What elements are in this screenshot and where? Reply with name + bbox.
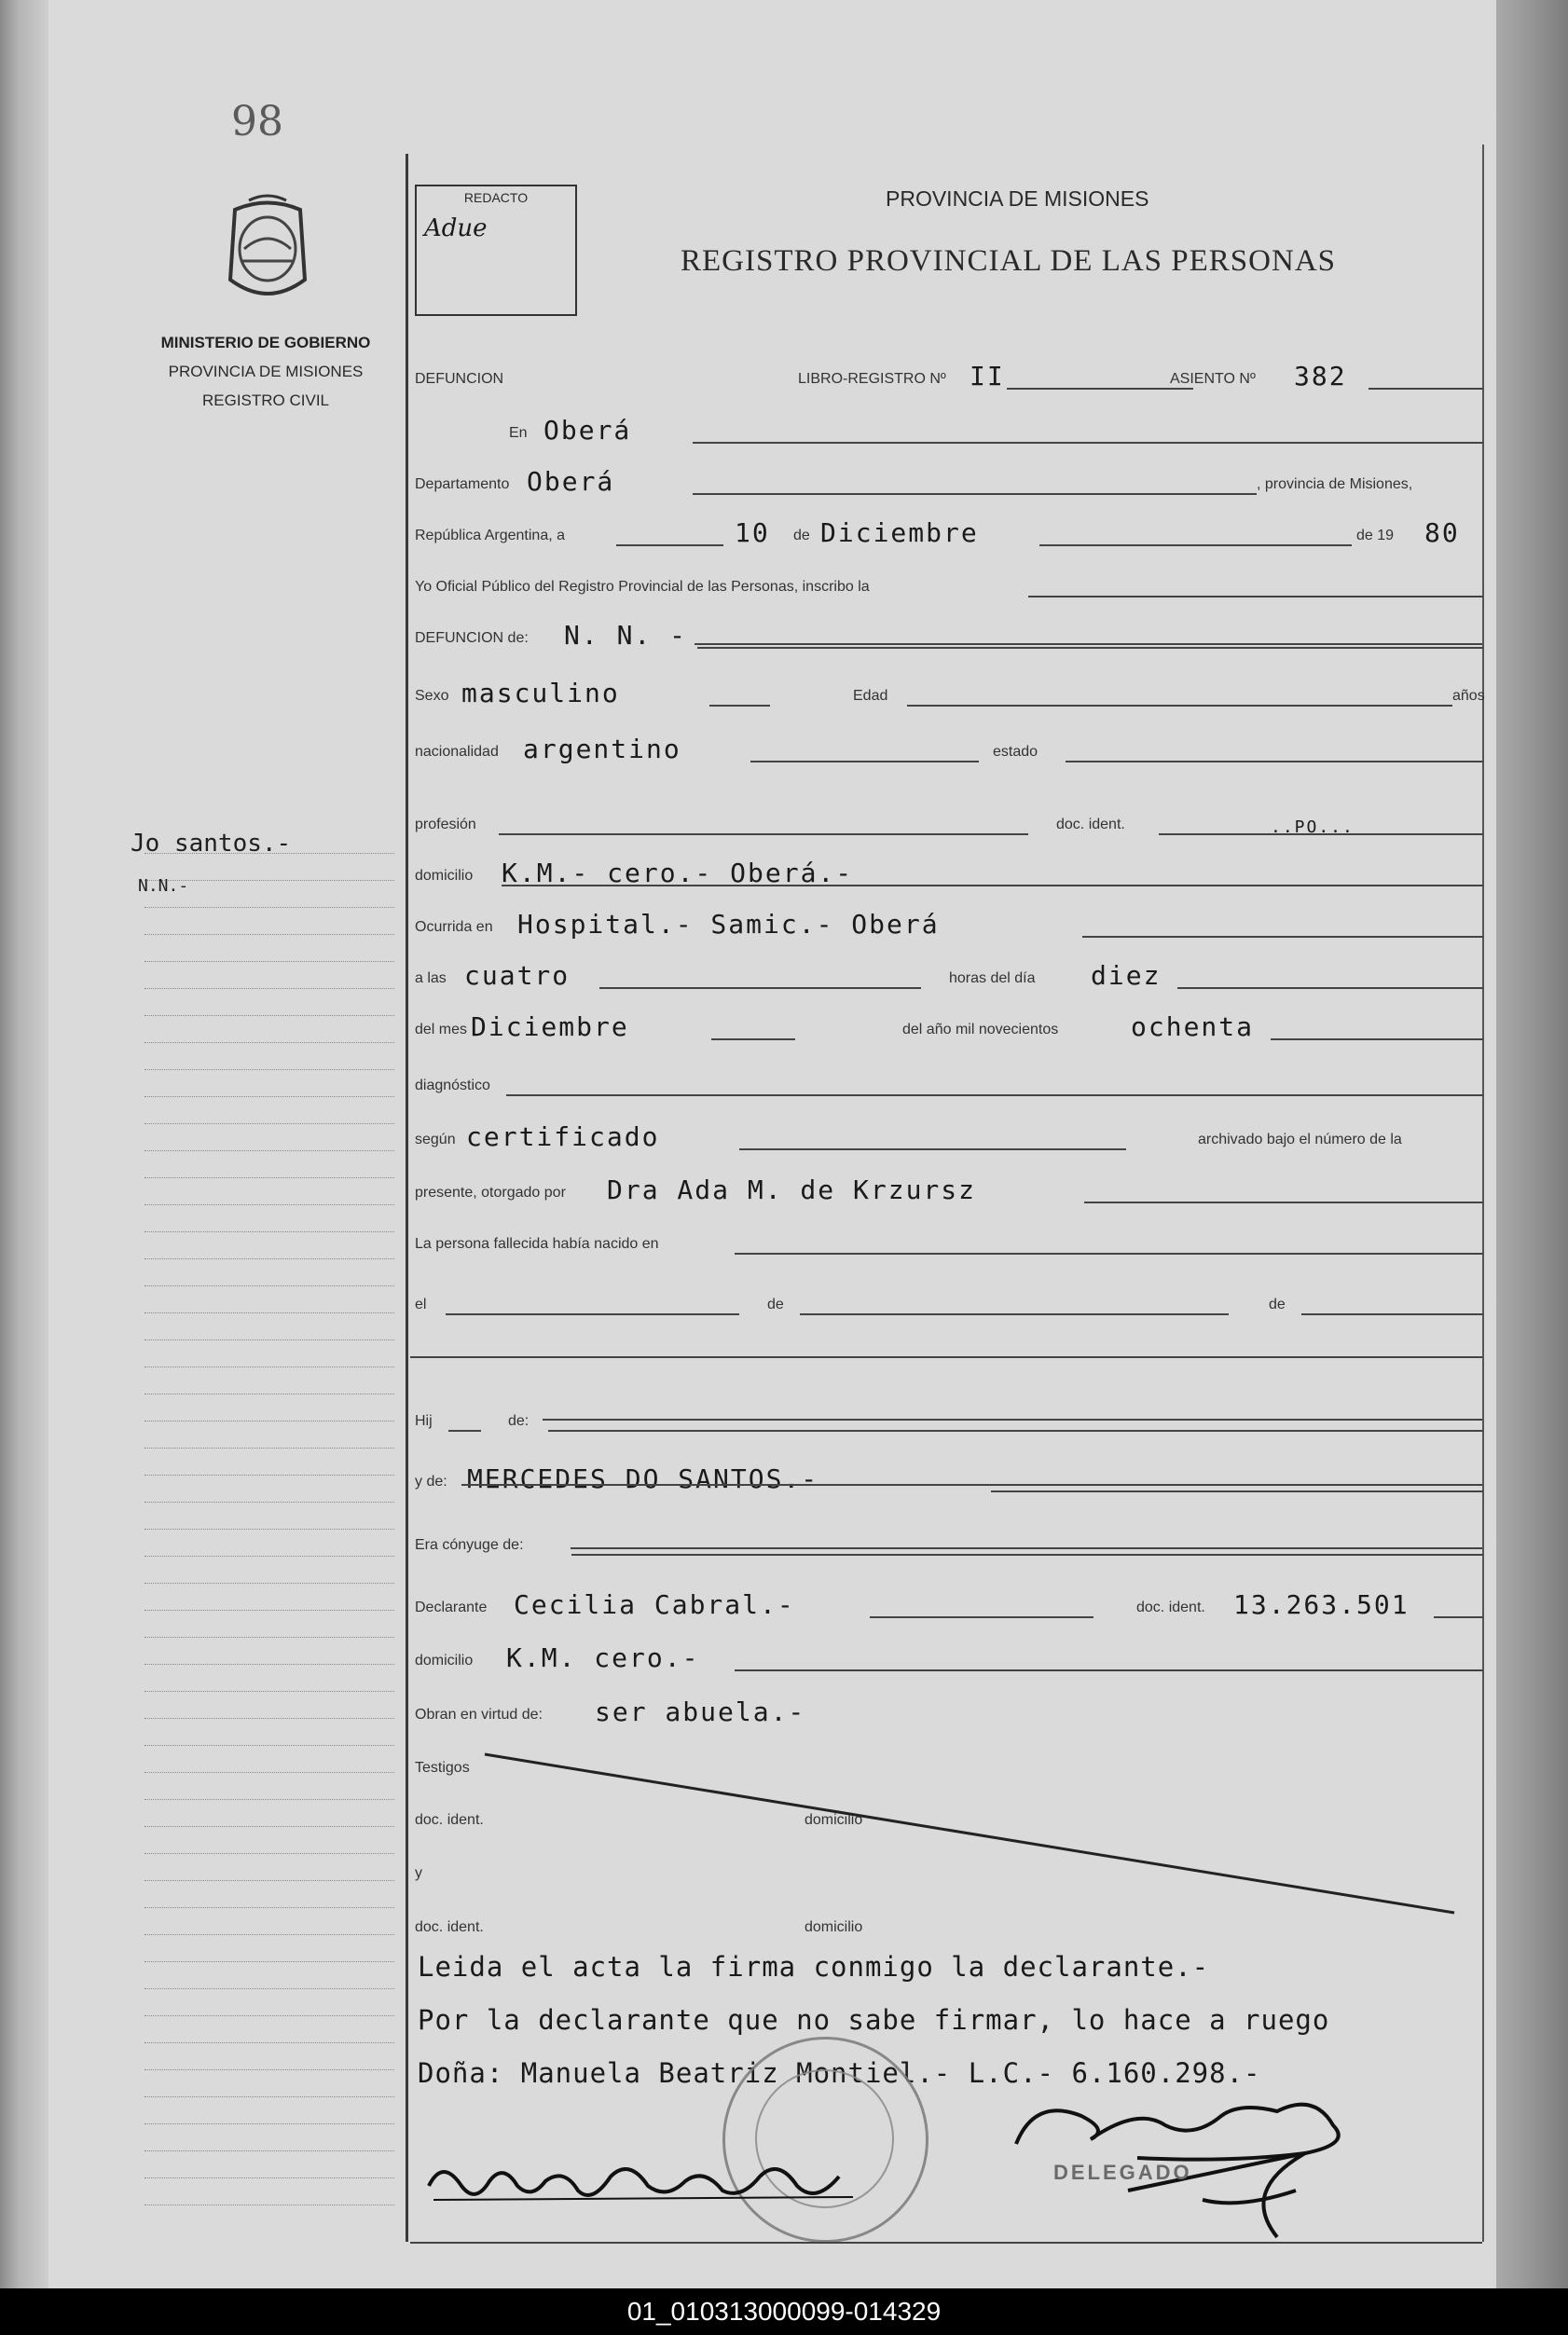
margin-ruled-line (144, 1339, 394, 1340)
label-defuncion-de: DEFUNCION de: (415, 630, 529, 646)
label-hij: Hij (415, 1413, 433, 1429)
label-declarante-doc: doc. ident. (1136, 1600, 1205, 1615)
row-diagnostico (413, 1063, 1483, 1100)
label-departamento: Departamento (415, 476, 510, 492)
margin-ruled-line (144, 1664, 394, 1665)
row-departamento (413, 461, 1483, 499)
closing-line-2: Por la declarante que no sabe firmar, lo hace a ruego (418, 2004, 1330, 2036)
label-nacido: La persona fallecida había nacido en (415, 1236, 659, 1252)
value-obran: ser abuela.- (595, 1696, 806, 1727)
label-testigo1-doc: doc. ident. (415, 1812, 484, 1828)
row-fecha (413, 513, 1483, 550)
redacto-stamp (415, 185, 577, 316)
margin-ruled-line (144, 2123, 394, 2124)
margin-ruled-line (144, 2042, 394, 2043)
margin-ruled-line (144, 1448, 394, 1449)
margin-ruled-line (144, 1961, 394, 1962)
margin-ruled-line (144, 1204, 394, 1205)
margin-ruled-line (144, 1610, 394, 1611)
left-signature (424, 2149, 862, 2214)
margin-ruled-line (144, 988, 394, 989)
margin-ruled-line (144, 907, 394, 908)
book-binding (0, 0, 48, 2288)
margin-ruled-line (144, 1637, 394, 1638)
closing-line-3: Doña: Manuela Beatriz Montiel.- L.C.- 6.160.298.- (418, 2057, 1261, 2089)
margin-ruled-line (144, 1826, 394, 1827)
margin-note-nn: N.N.- (138, 876, 189, 896)
label-de-nac2: de (1269, 1297, 1286, 1312)
label-el: el (415, 1297, 427, 1312)
label-de-mes: de (793, 528, 810, 543)
redacto-title: REDACTO (463, 190, 529, 205)
value-libro: II (970, 361, 1005, 391)
label-diagnostico: diagnóstico (415, 1078, 490, 1093)
row-libro (413, 356, 1483, 393)
row-sexo (413, 673, 1483, 710)
label-domicilio: domicilio (415, 868, 474, 884)
label-horas-dia: horas del día (949, 970, 1036, 986)
row-defuncion-de (413, 615, 1483, 652)
margin-ruled-line (144, 1042, 394, 1043)
label-asiento: ASIENTO Nº (1170, 371, 1256, 387)
label-archivado: archivado bajo el número de la (1198, 1132, 1402, 1147)
row-domicilio (413, 853, 1483, 890)
margin-divider (406, 154, 408, 2242)
row-nacionalidad (413, 729, 1483, 766)
registry-heading: REGISTRO PROVINCIAL DE LAS PERSONAS (681, 244, 1337, 278)
margin-ruled-line (144, 1285, 394, 1286)
margin-ruled-line (144, 1691, 394, 1692)
label-anos: años (1452, 688, 1485, 704)
row-nacido-fecha (413, 1282, 1483, 1319)
value-en: Oberá (543, 415, 632, 446)
province-heading: PROVINCIA DE MISIONES (886, 186, 1149, 211)
value-departamento: Oberá (527, 466, 615, 497)
margin-ruled-line (144, 1150, 394, 1151)
row-nacido (413, 1221, 1483, 1258)
ministry-province: PROVINCIA DE MISIONES (168, 363, 364, 380)
label-presente: presente, otorgado por (415, 1185, 566, 1201)
margin-ruled-line (144, 1799, 394, 1800)
margin-ruled-line (144, 1475, 394, 1476)
margin-ruled-line (144, 1015, 394, 1016)
label-y-de: y de: (415, 1474, 447, 1490)
label-segun: según (415, 1132, 456, 1147)
row-declarante (413, 1585, 1483, 1622)
value-declarante-domicilio: K.M. cero.- (506, 1642, 700, 1673)
label-republica: República Argentina, a (415, 528, 565, 543)
row-obran (413, 1692, 1483, 1729)
testigos-cancel-stroke (410, 1752, 1492, 1930)
margin-ruled-line (144, 2015, 394, 2016)
label-testigos: Testigos (415, 1760, 470, 1776)
row-hijo (413, 1398, 1483, 1435)
margin-ruled-line (144, 1988, 394, 1989)
ministry-registry: REGISTRO CIVIL (201, 391, 330, 409)
label-conyuge: Era cónyuge de: (415, 1537, 524, 1553)
value-mes-fecha: Diciembre (820, 517, 979, 548)
row-madre (413, 1459, 1483, 1496)
margin-ruled-line (144, 1502, 394, 1503)
label-doc-ident: doc. ident. (1056, 817, 1125, 832)
value-mes: Diciembre (471, 1011, 629, 1042)
label-a-las: a las (415, 970, 447, 986)
label-de-nac1: de (767, 1297, 784, 1312)
value-otorgado-por: Dra Ada M. de Krzursz (607, 1174, 977, 1205)
margin-ruled-line (144, 1583, 394, 1584)
value-defuncion-de: N. N. - (564, 620, 688, 651)
ministry-block (140, 328, 392, 415)
label-estado: estado (993, 744, 1038, 760)
row-declarante-domicilio (413, 1638, 1483, 1675)
margin-ruled-line (144, 2096, 394, 2097)
label-ocurrida: Ocurrida en (415, 919, 493, 935)
margin-ruled-line (144, 1258, 394, 1259)
value-dia: 10 (735, 517, 770, 548)
margin-ruled-line (144, 1529, 394, 1530)
margin-ruled-line (144, 2177, 394, 2178)
closing-line-1: Leida el acta la firma conmigo la declarante.- (418, 1951, 1210, 1983)
label-declarante: Declarante (415, 1600, 488, 1615)
label-defuncion: DEFUNCION (415, 371, 504, 387)
label-declarante-domicilio: domicilio (415, 1653, 474, 1669)
redacto-handwriting: Adue (424, 214, 488, 242)
value-declarante: Cecilia Cabral.- (514, 1589, 795, 1620)
label-nacionalidad: nacionalidad (415, 744, 499, 760)
value-madre: MERCEDES DO SANTOS.- (467, 1463, 819, 1494)
delegado-stamp-text: DELEGADO (1053, 2161, 1192, 2184)
value-hora: cuatro (464, 960, 571, 991)
margin-ruled-line (144, 1096, 394, 1097)
margin-ruled-line (144, 1421, 394, 1422)
label-libro: LIBRO-REGISTRO Nº (798, 371, 946, 387)
margin-ruled-line (144, 1772, 394, 1773)
coat-of-arms-icon (216, 191, 319, 312)
book-right-edge (1496, 0, 1568, 2288)
value-asiento: 382 (1294, 361, 1347, 391)
image-caption: 01_010313000099-014329 (0, 2288, 1568, 2335)
value-ocurrida: Hospital.- Samic.- Oberá (517, 909, 940, 940)
label-profesion: profesión (415, 817, 476, 832)
value-nacionalidad: argentino (523, 734, 681, 764)
label-sexo: Sexo (415, 688, 449, 704)
value-sexo: masculino (461, 678, 620, 708)
margin-ruled-line (144, 1177, 394, 1178)
label-edad: Edad (853, 688, 888, 704)
ministry-name: MINISTERIO DE GOBIERNO (160, 334, 371, 351)
margin-ruled-line (144, 2069, 394, 2070)
value-domicilio: K.M.- cero.- Oberá.- (502, 858, 854, 888)
label-testigo2-doc: doc. ident. (415, 1919, 484, 1935)
row-mes (413, 1007, 1483, 1044)
row-ocurrida (413, 904, 1483, 941)
margin-ruled-line (144, 1718, 394, 1719)
label-hij-de: de: (508, 1413, 530, 1429)
row-yo-oficial (413, 564, 1483, 601)
margin-note-name: Jo santos.- (131, 830, 292, 858)
label-testigo1-domicilio: domicilio (805, 1812, 863, 1828)
label-obran: Obran en virtud de: (415, 1707, 543, 1723)
row-segun (413, 1117, 1483, 1154)
margin-ruled-line (144, 2150, 394, 2151)
margin-ruled-line (144, 1231, 394, 1232)
row-en (413, 410, 1483, 447)
row-conyuge (413, 1522, 1483, 1559)
folio-number: 98 (231, 98, 283, 145)
label-en: En (509, 425, 528, 441)
row-hora (413, 955, 1483, 993)
margin-ruled-line (144, 1069, 394, 1070)
margin-ruled-line (144, 1312, 394, 1313)
value-dia-palabra: diez (1091, 960, 1162, 991)
label-y: y (415, 1865, 422, 1881)
margin-ruled-line (144, 1123, 394, 1124)
label-yo-oficial: Yo Oficial Público del Registro Provincial de las Personas, inscribo la (415, 579, 870, 595)
margin-ruled-line (144, 1907, 394, 1908)
label-del-ano: del año mil novecientos (902, 1022, 1059, 1037)
label-del-mes: del mes (415, 1022, 468, 1037)
margin-ruled-line (144, 1556, 394, 1557)
margin-ruled-line (144, 1745, 394, 1746)
margin-ruled-line (144, 1853, 394, 1854)
row-presente (413, 1170, 1483, 1207)
value-ano-palabra: ochenta (1131, 1011, 1255, 1042)
value-profesion-doc: ..PO... (1271, 817, 1355, 837)
margin-ruled-line (144, 1880, 394, 1881)
value-declarante-doc: 13.263.501 (1233, 1589, 1410, 1620)
margin-ruled-line (144, 961, 394, 962)
margin-ruled-line (144, 1934, 394, 1935)
margin-ruled-line (144, 934, 394, 935)
label-testigo2-domicilio: domicilio (805, 1919, 863, 1935)
row-profesion (413, 802, 1483, 839)
label-provincia: , provincia de Misiones, (1257, 476, 1413, 492)
value-segun: certificado (466, 1121, 660, 1152)
value-year: 80 (1424, 517, 1460, 548)
label-de-year: de 19 (1356, 528, 1395, 543)
